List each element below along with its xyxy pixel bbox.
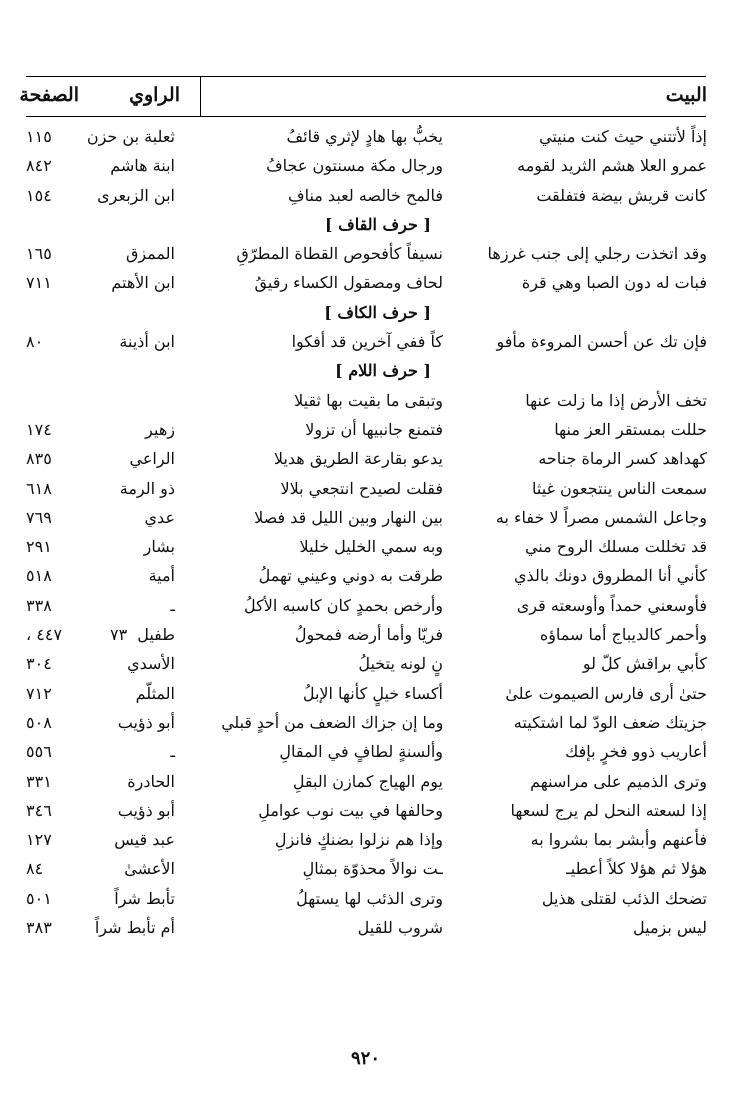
verse-first-hemistich: جزيتك ضعف الودّ لما اشتكيته xyxy=(513,712,707,732)
header-narrator: الراوي xyxy=(129,84,180,106)
verse-second-hemistich: نسيفاً كأفحوص القطاة المطرّقِ xyxy=(236,244,443,264)
verse-first-hemistich: كأبي براقش كلّ لو xyxy=(582,654,707,674)
verse-first-hemistich: وقد اتخذت رجلي إلى جنب غرزها xyxy=(487,244,707,264)
section-heading xyxy=(0,356,731,385)
page-ref: ١٥٤ xyxy=(26,185,52,205)
narrator-name: الأسدي xyxy=(127,654,175,674)
section-label: [ حرف القاف ] xyxy=(324,214,431,234)
verse-first-hemistich: وأحمر كالديباج أما سماؤه xyxy=(539,625,707,645)
table-row xyxy=(0,532,731,561)
verse-first-hemistich: وجاعل الشمس مصراً لا خفاء به xyxy=(495,507,707,527)
narrator-name: عدي xyxy=(144,507,175,527)
verse-first-hemistich: وترى الذميم على مراسنهم xyxy=(530,771,707,791)
table-row xyxy=(0,591,731,620)
verse-first-hemistich: أعاريب ذوو فخرٍ بإفك xyxy=(565,742,707,762)
page-number: ٩٢٠ xyxy=(350,1048,380,1069)
header-rule xyxy=(26,116,706,117)
narrator-name: ابنة هاشم xyxy=(110,156,175,176)
narrator-name: بشار xyxy=(143,537,175,557)
table-row xyxy=(0,327,731,356)
table-row xyxy=(0,239,731,268)
verse-second-hemistich: وما إن جزاك الضعف من أحدٍ قبلي xyxy=(221,712,443,732)
page-ref: ٣٨٣ xyxy=(26,918,52,938)
verse-first-hemistich: قد تخللت مسلك الروح مني xyxy=(524,537,707,557)
page-ref: ٤٤٧ ، xyxy=(26,625,63,645)
table-row xyxy=(0,796,731,825)
narrator-name: الأعشىٰ xyxy=(124,859,175,879)
verse-first-hemistich: تضحك الذئب لقتلى هذيل xyxy=(541,888,707,908)
page-ref: ٧١٢ xyxy=(26,683,52,703)
narrator-name: الحادرة xyxy=(127,771,175,791)
table-row xyxy=(0,268,731,297)
verse-second-hemistich: فريّا وأما أرضه فمحولُ xyxy=(294,625,443,645)
narrator-name: الراعي xyxy=(129,449,175,469)
narrator-name: ـ xyxy=(170,595,175,615)
page-ref: ٧١١ xyxy=(26,273,52,293)
verse-second-hemistich: وألسنةٍ لطافٍ في المقالِ xyxy=(279,742,443,762)
page-ref: ٨٣٥ xyxy=(26,449,52,469)
page-ref: ٦١٨ xyxy=(26,478,52,498)
narrator-name: أبو ذؤيب xyxy=(117,712,175,732)
verse-second-hemistich: يدعو بقارعة الطريق هديلا xyxy=(273,449,443,469)
narrator-name: أم تأبط شراً xyxy=(94,918,175,938)
verse-second-hemistich: كاً ففي آخرين قد أفكوا xyxy=(291,332,443,352)
section-label: [ حرف الكاف ] xyxy=(324,302,431,322)
page-ref: ١٢٧ xyxy=(26,830,52,850)
page-ref: ١٦٥ xyxy=(26,244,52,264)
table-row xyxy=(0,415,731,444)
page-ref: ٣٤٦ xyxy=(26,800,52,820)
verse-first-hemistich: كانت قريش بيضة فتفلقت xyxy=(536,185,707,205)
verse-first-hemistich: سمعت الناس ينتجعون غيثا xyxy=(532,478,707,498)
table-row xyxy=(0,151,731,180)
page-ref: ٨٤ xyxy=(26,859,44,879)
table-row xyxy=(0,122,731,151)
page-ref: ١٧٤ xyxy=(26,419,52,439)
page-ref: ٥٠٨ xyxy=(26,712,52,732)
page-ref: ٨٤٢ xyxy=(26,156,52,176)
table-row xyxy=(0,561,731,590)
verse-first-hemistich: فأعنهم وأبشر بما بشروا به xyxy=(530,830,707,850)
page-ref: ٧٦٩ xyxy=(26,507,52,527)
table-row xyxy=(0,503,731,532)
top-rule xyxy=(26,76,706,77)
page-ref: ٢٩١ xyxy=(26,537,52,557)
verse-second-hemistich: طرقت به دوني وعيني تهملُ xyxy=(258,566,443,586)
verse-first-hemistich: فبات له دون الصبا وهي قرة xyxy=(521,273,707,293)
narrator-name: ذو الرمة xyxy=(119,478,175,498)
table-row xyxy=(0,854,731,883)
narrator-name: أبو ذؤيب xyxy=(117,800,175,820)
table-row xyxy=(0,181,731,210)
verse-second-hemistich: وترى الذئب لها يستهلُ xyxy=(296,888,443,908)
verse-second-hemistich: فقلت لصيدح انتجعي بلالا xyxy=(280,478,443,498)
verse-second-hemistich: وإذا هم نزلوا بضنكٍ فانزلِ xyxy=(274,830,443,850)
table-row xyxy=(0,767,731,796)
verse-second-hemistich: وبه سمي الخليل خليلا xyxy=(299,537,443,557)
verse-second-hemistich: أكساء خيلٍ كأنها الإبلُ xyxy=(302,683,443,703)
table-row xyxy=(0,708,731,737)
verse-first-hemistich: فإن تك عن أحسن المروءة مأفو xyxy=(496,332,707,352)
narrator-name: ثعلبة بن حزن xyxy=(86,127,175,146)
table-row xyxy=(0,679,731,708)
verse-first-hemistich: ليس بزميل xyxy=(633,918,707,938)
narrator-name: ـ xyxy=(170,742,175,762)
page-ref: ٣٣٨ xyxy=(26,595,52,615)
verse-second-hemistich: بين النهار وبين الليل قد فصلا xyxy=(254,507,443,527)
narrator-name: زهير xyxy=(145,419,175,439)
verse-first-hemistich: فأوسعني حمداً وأوسعته قرى xyxy=(516,595,707,615)
verse-second-hemistich: لحاف ومصقول الكساء رقيقُ xyxy=(254,273,443,293)
verse-second-hemistich: وأرخص بحمدٍ كان كاسبه الأكلُ xyxy=(243,595,443,615)
table-row xyxy=(0,386,731,415)
page-ref: ٣٠٤ xyxy=(26,654,52,674)
index-table xyxy=(0,122,731,942)
verse-second-hemistich: وتبقى ما بقيت بها ثقيلا xyxy=(294,390,443,410)
page-ref: ٥٠١ xyxy=(26,888,52,908)
page-ref: ١١٥ xyxy=(26,127,52,146)
narrator-name: أمية xyxy=(148,566,175,586)
verse-second-hemistich: وحالفها في بيت نوب عواملِ xyxy=(258,800,443,820)
narrator-name: تأبط شراً xyxy=(114,888,175,908)
page-ref-extra: ٧٣ xyxy=(110,625,128,645)
section-heading xyxy=(0,298,731,327)
page-ref: ٥١٨ xyxy=(26,566,52,586)
verse-second-hemistich: فالمح خالصه لعبد منافِ xyxy=(287,185,443,205)
verse-first-hemistich: إذاً لأتتني حيث كنت منيتي xyxy=(539,127,707,146)
table-row xyxy=(0,649,731,678)
verse-first-hemistich: إذا لسعته النحل لم يرج لسعها xyxy=(510,800,707,820)
verse-first-hemistich: عمرو العلا هشم الثريد لقومه xyxy=(517,156,707,176)
verse-second-hemistich: ـت نوالاً محذوّة بمثالِ xyxy=(302,859,443,879)
narrator-name: طفيل xyxy=(137,625,175,645)
page-ref: ٥٥٦ xyxy=(26,742,52,762)
narrator-name: ابن أذينة xyxy=(119,332,175,352)
table-row xyxy=(0,884,731,913)
narrator-name: ابن الزبعرى xyxy=(97,185,175,205)
verse-second-hemistich: نٍ لونه يتخيلُ xyxy=(358,654,443,674)
header-divider xyxy=(200,76,201,116)
section-heading xyxy=(0,210,731,239)
table-row xyxy=(0,474,731,503)
narrator-name: عبد قيس xyxy=(114,830,175,850)
table-row xyxy=(0,913,731,942)
verse-second-hemistich: يوم الهياج كمازن البقلِ xyxy=(292,771,443,791)
header-page: الصفحة xyxy=(19,84,79,106)
narrator-name: المثلّم xyxy=(135,683,175,703)
verse-second-hemistich: فتمنع جانبيها أن تزولا xyxy=(305,419,443,439)
verse-first-hemistich: هؤلا ثم هؤلا كلاً أعطيـ xyxy=(566,859,707,879)
header-verse: البيت xyxy=(665,84,707,106)
table-row xyxy=(0,737,731,766)
section-label: [ حرف اللام ] xyxy=(335,361,431,381)
verse-second-hemistich: ورجال مكة مسنتون عجافُ xyxy=(266,156,443,176)
verse-second-hemistich: يخبُّ بها هادٍ لإثري قائفُ xyxy=(286,127,443,146)
table-row xyxy=(0,825,731,854)
verse-first-hemistich: حللت بمستقر العز منها xyxy=(554,419,707,439)
narrator-name: الممزق xyxy=(125,244,175,264)
table-row xyxy=(0,620,731,649)
verse-first-hemistich: تخف الأرض إذا ما زلت عنها xyxy=(525,390,707,410)
narrator-name: ابن الأهتم xyxy=(111,273,175,293)
verse-second-hemistich: شروب للقيل xyxy=(357,918,443,938)
page-ref: ٨٠ xyxy=(26,332,44,352)
verse-first-hemistich: حتىٰ أرى فارس الصيموت علىٰ xyxy=(505,683,707,703)
table-row xyxy=(0,444,731,473)
page-ref: ٣٣١ xyxy=(26,771,52,791)
verse-first-hemistich: كهداهد كسر الرماة جناحه xyxy=(538,449,707,469)
verse-first-hemistich: كأني أنا المطروق دونك بالذي xyxy=(514,566,707,586)
